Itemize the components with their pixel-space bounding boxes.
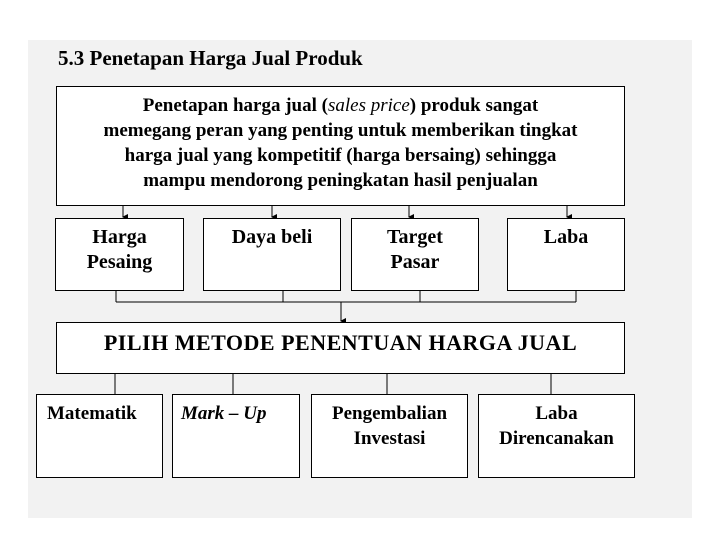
definition-line-3: harga jual yang kompetitif (harga bersaing) sehingga	[124, 145, 557, 166]
factor-box-daya-beli	[203, 218, 341, 291]
factor-label: Pesaing	[86, 251, 153, 273]
factor-label: Daya beli	[231, 226, 313, 248]
method-box-laba-direncanakan	[478, 394, 635, 478]
method-label: Pengembalian	[331, 403, 448, 424]
method-title-box: PILIH METODE PENENTUAN HARGA JUAL	[56, 322, 625, 374]
method-box-mark-up	[172, 394, 300, 478]
definition-line-2: memegang peran yang penting untuk memberikan tingkat	[103, 120, 578, 141]
method-label: Direncanakan	[499, 428, 614, 449]
definition-line-4: mampu mendorong peningkatan hasil penjualan	[143, 170, 538, 191]
method-box-matematik	[36, 394, 163, 478]
method-label: Mark – Up	[181, 403, 267, 424]
factor-box-harga-pesaing	[55, 218, 184, 291]
section-title: 5.3 Penetapan Harga Jual Produk	[58, 46, 363, 70]
factor-box-laba	[507, 218, 625, 291]
factor-label: Pasar	[390, 251, 440, 273]
method-label: Investasi	[353, 428, 426, 449]
definition-line-1: Penetapan harga jual (sales price) produk sangat	[142, 95, 539, 116]
method-label: Matematik	[47, 403, 137, 424]
factor-box-target-pasar	[351, 218, 479, 291]
factor-label: Target	[387, 226, 443, 248]
factor-label: Harga	[92, 226, 147, 248]
method-box-pengembalian-investasi	[311, 394, 468, 478]
method-label: Laba	[535, 403, 578, 424]
factor-label: Laba	[543, 226, 589, 248]
